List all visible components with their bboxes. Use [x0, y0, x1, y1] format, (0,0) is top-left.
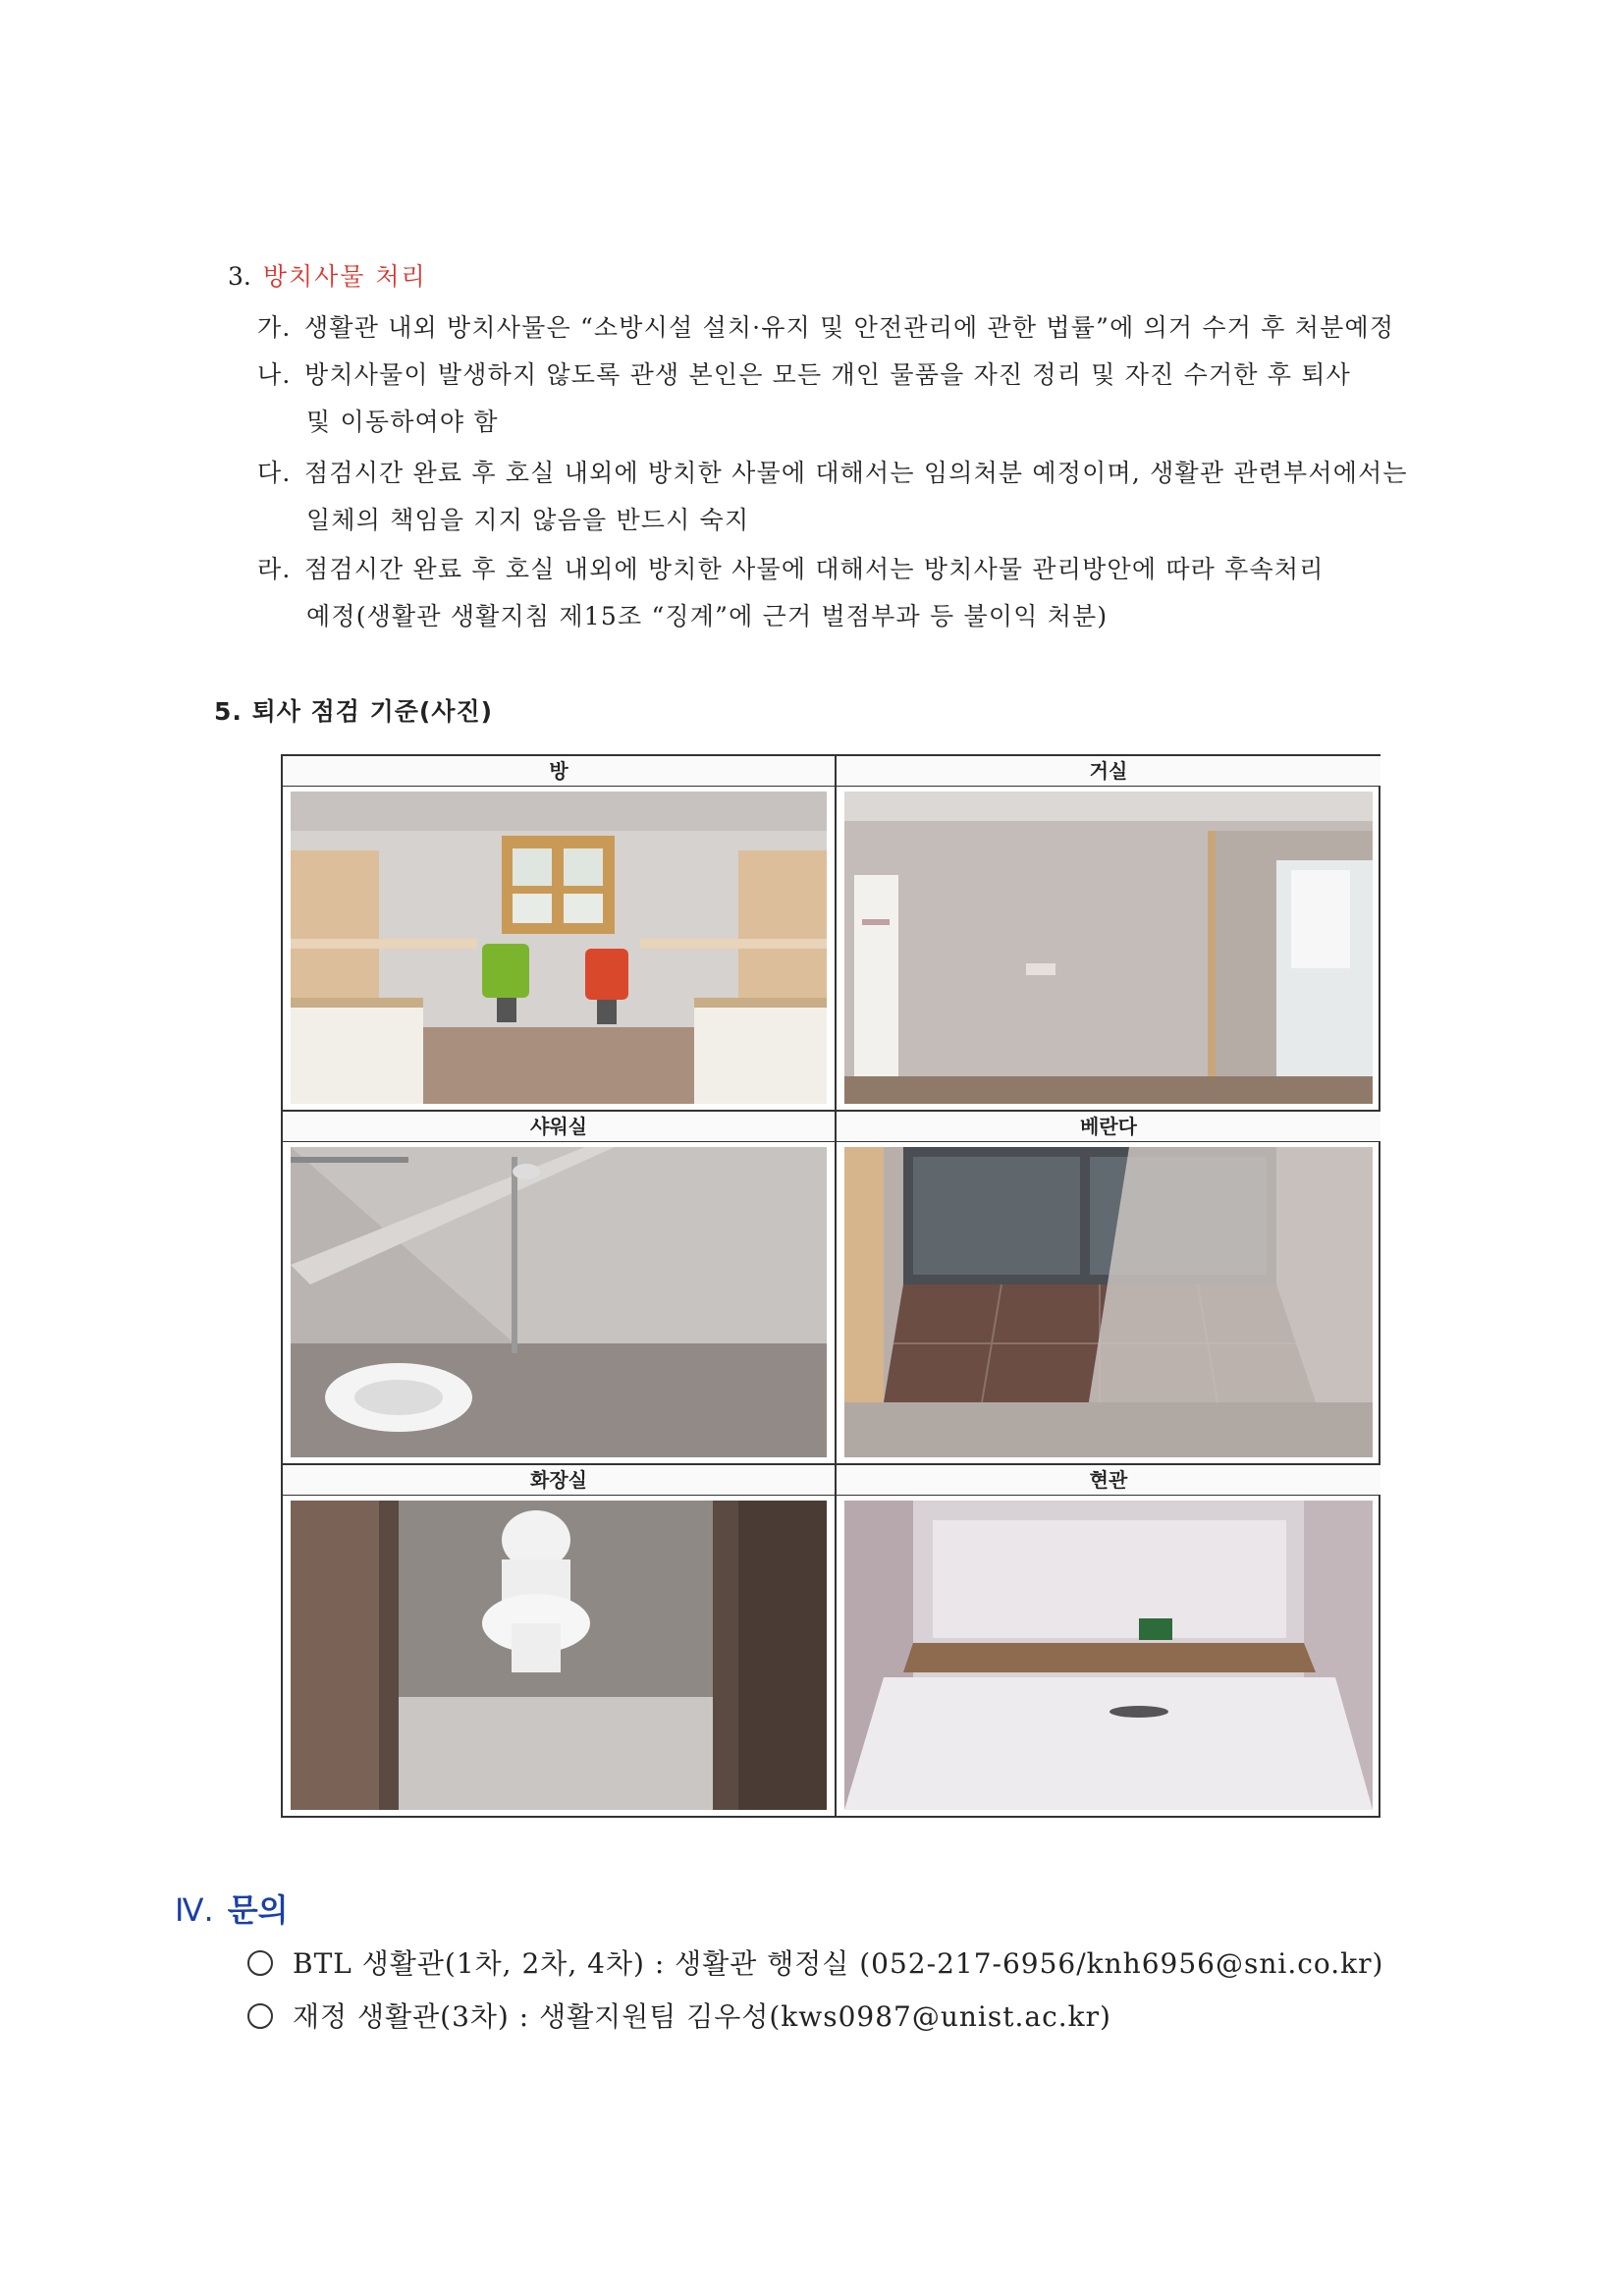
section3-item-na-cont: 및 이동하여야 함 [306, 408, 499, 436]
item-text: 방치사물이 발생하지 않도록 관생 본인은 모든 개인 물품을 자진 정리 및 자진 수거한 후 퇴사 [304, 360, 1352, 389]
circle-bullet-icon [247, 1950, 273, 1976]
contact-item-btl [247, 1942, 1383, 1982]
photo-cell-room [283, 756, 835, 1110]
contact-text: BTL 생활관(1차, 2차, 4차) : 생활관 행정실 (052-217-6956/knh6956@sni.co.kr) [293, 1947, 1384, 1980]
photo-cell-shower [283, 1112, 835, 1463]
section4-roman: Ⅳ. [175, 1891, 214, 1929]
item-text: 생활관 내외 방치사물은 “소방시설 설치·유지 및 안전관리에 관한 법률”에 의거 수거 후 처분예정 [304, 313, 1395, 342]
item-marker: 다. [257, 459, 292, 487]
photo-label: 현관 [837, 1465, 1380, 1496]
section3-heading [228, 257, 427, 293]
photo-cell-veranda [837, 1112, 1380, 1463]
section4-heading [175, 1886, 289, 1931]
shower-room-photo [291, 1147, 827, 1457]
item-marker: 라. [257, 555, 292, 583]
photo-label: 화장실 [283, 1465, 835, 1496]
section3-item-ra-cont: 예정(생활관 생활지침 제15조 “징계”에 근거 벌점부과 등 불이익 처분) [306, 602, 1109, 630]
living-room-photo [844, 792, 1373, 1104]
circle-bullet-icon [247, 2003, 273, 2029]
contact-text: 재정 생활관(3차) : 생활지원팀 김우성(kws0987@unist.ac.kr) [293, 2000, 1111, 2033]
section3-item-ra [257, 546, 1325, 593]
photo-label: 샤워실 [283, 1112, 835, 1142]
section3-number: 3. [228, 262, 251, 291]
section3-item-da-cont: 일체의 책임을 지지 않음을 반드시 숙지 [306, 506, 750, 534]
photo-cell-living [837, 756, 1380, 1110]
photo-cell-toilet [283, 1465, 835, 1816]
photo-label: 베란다 [837, 1112, 1380, 1142]
section4-title: 문의 [227, 1891, 289, 1929]
veranda-photo [844, 1147, 1373, 1457]
item-marker: 나. [257, 360, 292, 389]
section3-title: 방치사물 처리 [262, 262, 427, 291]
photo-table [281, 754, 1380, 1818]
section3-item-na [257, 352, 1351, 399]
toilet-photo [291, 1501, 827, 1810]
photo-label: 거실 [837, 756, 1380, 787]
item-marker: 가. [257, 313, 292, 342]
photo-label: 방 [283, 756, 835, 787]
contact-item-finance [247, 1995, 1111, 2035]
section3-item-ga [257, 304, 1394, 352]
dorm-room-photo [291, 792, 827, 1104]
photo-cell-entrance [837, 1465, 1380, 1816]
entrance-photo [844, 1501, 1373, 1810]
section3-item-da [257, 450, 1408, 497]
item-text: 점검시간 완료 후 호실 내외에 방치한 사물에 대해서는 임의처분 예정이며, 생활관 관련부서에서는 [304, 459, 1408, 487]
section5-heading: 5. 퇴사 점검 기준(사진) [214, 697, 494, 726]
item-text: 점검시간 완료 후 호실 내외에 방치한 사물에 대해서는 방치사물 관리방안에 따라 후속처리 [304, 555, 1325, 583]
